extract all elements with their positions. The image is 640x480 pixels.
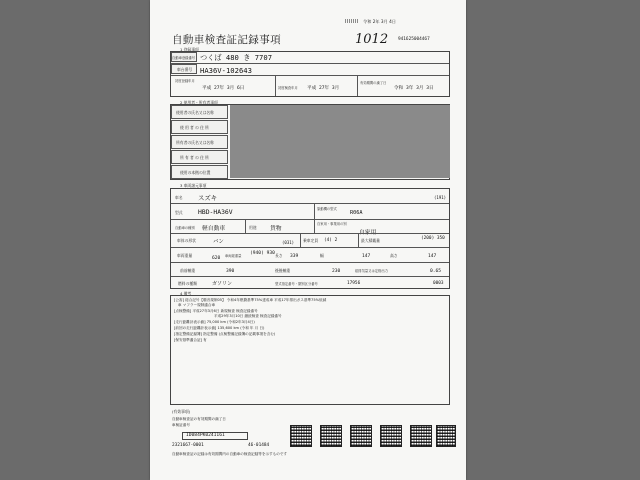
front-axle-value: 390 [226,269,235,274]
divider [171,233,449,234]
body-shape-value: バン [213,239,224,245]
plate-number: つくば 480 き 7707 [200,53,273,62]
max-load-label: 最大積載量 [361,238,380,243]
first-registration-value: 平成 27年 3月 6日 [202,86,245,91]
divider [171,203,449,204]
left-code: 2321667-0001 [172,443,204,448]
model-label: 型式 [175,210,183,215]
private-use-value: 自家用 [359,230,377,236]
header-stamp [345,19,359,23]
width-label: 幅 [320,253,324,258]
vehicle-weight-value: 620 [212,256,221,261]
page-title: 自動車検査証記録事項 [172,34,281,46]
fuel-label: 燃料の種類 [178,281,197,286]
section-vehicle-label: 3 車両諸元事項 [180,183,207,188]
first-inspection-label: 初度検査年月 [278,86,298,90]
section-owners-label: 2 使用者・所有者事項 [180,100,218,105]
rear-axle-label: 後後軸重 [275,268,291,273]
length-value: 339 [290,254,299,259]
expiry-value: 令和 3年 3月 3日 [394,86,434,91]
maker-value: スズキ [198,194,218,202]
handwritten-number: 1012 [355,32,389,47]
type-cert-label: 型式指定番号・類別区分番号 [275,282,318,286]
rear-axle-value: 230 [332,269,341,274]
use-value: 貨物 [270,226,282,232]
footer-section-label: (有効事項) [172,409,191,414]
engine-label: 原動機の型式 [317,207,337,211]
qr-code [290,425,312,447]
width-value: 147 [362,254,371,259]
body-shape-label: 車体の形状 [177,238,196,243]
type-cert-value: 17956 [347,281,361,286]
footer-note: 車検証番号 [172,423,190,427]
privacy-redaction [230,105,450,178]
issue-date: 令和 2年 3月 4日 [363,19,396,24]
section-registration-label: 1 登録事項 [180,47,199,52]
vehicle-type-value: 軽自動車 [202,226,226,232]
qr-code [350,425,372,447]
class-number: 0003 [433,281,444,286]
displacement-value: 0.65 [430,269,442,274]
right-code: 46-01484 [248,443,270,448]
remark-line: 平成29年3月10日 継続検査 検査記録番号 [214,314,282,318]
remark-line: 車 マフラー規制適合車 [178,303,216,307]
capacity-value: (4) 2 [324,238,338,243]
qr-code [380,425,402,447]
first-inspection-value: 平成 27年 3月 [307,86,340,91]
maker-code: (191) [434,195,447,200]
displacement-label: 総排気量又は定格出力 [355,269,388,273]
gross-weight-label: 車両総重量 [225,254,242,258]
divider [171,75,449,76]
serial-code: ID084PK0241161 [186,433,225,438]
expiry-label: 有効期間の満了日 [360,81,387,85]
height-value: 147 [428,254,437,259]
body-shape-code: (031) [282,240,295,245]
remark-line: [前回の走行距離計表示値] 135,600 km (令和 年 月 日) [174,326,265,330]
owner-row-label: 所 有 者 の 住 所 [180,155,209,160]
footer-bottom-note: 自動車検査証の記録は有効期間内の自動車の検査記録等を示すものです [172,452,287,456]
owner-row-label: 使 用 者 の 住 所 [180,125,209,130]
inspection-document [150,0,466,480]
front-axle-label: 前前軸重 [180,268,196,273]
max-load-value: (200) 350 [421,236,445,241]
maker-label: 車名 [175,195,183,200]
divider [358,234,359,247]
owner-row-label: 使用の本拠の位置 [180,170,211,175]
vehicle-type-label: 自動車の種別 [175,226,195,230]
divider [171,276,449,277]
section-remarks-label: 4 備考 [180,291,192,296]
divider [171,247,449,248]
length-label: 長さ [275,253,283,258]
footer-note: 自動車検査証の有効期間の満了日 [172,417,226,421]
divider [300,234,301,247]
engine-value: R06A [350,210,363,216]
qr-code [320,425,342,447]
divider [171,262,449,263]
owner-row-label: 所有者の氏名又は名称 [176,140,214,145]
private-use-label: 自家用・事業用の別 [317,222,347,226]
fuel-value: ガソリン [212,281,233,287]
chassis-label: 車台番号 [177,67,193,72]
remark-line: [点検整備] 平成27年3月6日 新規検査 検査記録番号 [174,309,258,313]
first-registration-label: 初度登録年月 [175,79,195,83]
plate-label: 自動車登録番号 [172,56,196,60]
remark-line: [公害] 総合記号【騒音規制05】 令和4年燃費基準75%達成車 平成17年排出ガス基準75%低減 [174,298,327,302]
model-value: HBD-HA36V [198,208,233,216]
qr-code [410,425,432,447]
use-label: 用途 [249,225,257,230]
divider [314,220,315,233]
gross-weight-value: (940) 930 [250,251,275,256]
remark-line: [走行距離計表示値] 75,000 km (令和2年3月4日) [174,320,255,324]
divider [314,204,315,219]
divider [245,220,246,233]
qr-code [436,425,456,447]
document-number: 941625004467 [398,37,430,42]
height-label: 高さ [390,253,398,258]
remark-line: [指定整備記録簿] 指定整備 (点検整備記録簿の記載事項を含む) [174,332,276,336]
divider [275,76,276,96]
chassis-number: HA36V-102643 [200,66,252,75]
remark-line: [保安基準適合証] 有 [174,338,207,342]
vehicle-weight-label: 車両重量 [177,253,193,258]
divider [171,219,449,220]
divider [171,63,449,64]
owner-row-label: 使用者の氏名又は名称 [176,110,214,115]
divider [357,76,358,96]
capacity-label: 乗車定員 [303,238,319,243]
